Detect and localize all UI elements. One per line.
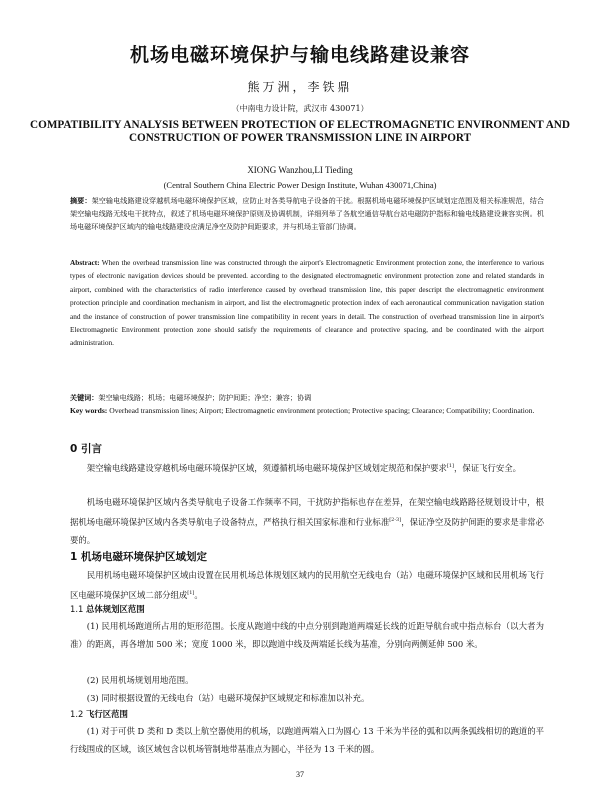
section-1-heading: 1 机场电磁环境保护区域划定 bbox=[70, 551, 207, 563]
section-0-p2-text: 机场电磁环境保护区域内各类导航电子设备工作频率不同，干扰防护指标也存在差异，在架空输电线路路径规划设计中，根据机场电磁环境保护区域内各类导航电子设备特点，严格执行相关国家标准和行业标准 bbox=[70, 497, 544, 527]
abstract-en-text: When the overhead transmission line was constructed through the airport's Electromagnetic Environment protection zone, the interference to various types of electronic navigation devices should be prevented. according to the designated electromagnetic environment protection zone and related standards in airport, combined with the characteristics of radio interference caused by overhead transmission line, this paper descript the electromagnetic environment protection principle and coordination mechanism in airport, and list the electromagnetic protection index of each aeronautical communication navigation station and the instance of construction of power transmission line compatibility in recent years in detail. The construction of overhead transmission line in airport's Electromagnetic Environment protection zone should satisfy the requirements of clearance and protective spacing, and be coordinated with the airport administration. bbox=[70, 258, 544, 348]
list-item-1-1-1: (1) 民用机场跑道所占用的矩形范围。长度从跑道中线的中点分别到跑道两端延长线的近距导航台或中指点标台（以大者为准）的距离，再各增加 500 米；宽度 1000 米，即以跑道中线及两端延长线为基准，分别向两侧延伸 500 米。 bbox=[70, 621, 544, 649]
abstract-cn bbox=[70, 194, 544, 233]
keywords-cn-label: 关键词： bbox=[70, 393, 99, 402]
citation-1: [1] bbox=[446, 463, 455, 469]
section-1-p1-text: 民用机场电磁环境保护区域由设置在民用机场总体规划区域内的民用航空无线电台（站）电磁环境保护区域和民用机场飞行区电磁环境保护区域二部分组成 bbox=[70, 570, 544, 600]
subsection-1-2-heading bbox=[70, 708, 128, 720]
subsection-1-2-number: 1.2 bbox=[70, 709, 84, 719]
abstract-en-label: Abstract: bbox=[70, 258, 100, 267]
section-0-p2-end: ，保证净空及防护间距的要求是非常必要的。 bbox=[70, 516, 545, 545]
citation-1b: [1] bbox=[187, 590, 195, 596]
page-number: 37 bbox=[296, 770, 304, 779]
section-1-p1-end: 。 bbox=[194, 589, 203, 600]
abstract-cn-text: 架空输电线路建设穿越机场电磁环境保护区域，应防止对各类导航电子设备的干扰。根据机场电磁环境保护区域划定范围及相关标准规范，结合架空输电线路无线电干扰特点，叙述了机场电磁环境保护原则及协调机制，详细列举了各航空通信导航台站电磁防护指标和输电线路建设兼容实例。机场电磁环境保护区域内的输电线路建设应满足净空及防护间距要求，并与机场主管部门协调。 bbox=[70, 196, 545, 231]
authors-en: XIONG Wanzhou,LI Tieding bbox=[247, 165, 353, 175]
section-0-p1-text: 架空输电线路建设穿越机场电磁环境保护区域，须遵循机场电磁环境保护区域划定规范和保护要求 bbox=[86, 462, 447, 473]
section-1-paragraph-1 bbox=[70, 566, 544, 604]
paper-title-en: COMPATIBILITY ANALYSIS BETWEEN PROTECTION OF ELECTROMAGNETIC ENVIRONMENT AND CONSTRUCTION OF POWER TRANSMISSION LINE IN AIRPORT bbox=[30, 119, 570, 144]
abstract-en bbox=[70, 256, 544, 350]
abstract-cn-label: 摘要： bbox=[70, 196, 92, 205]
paper-title-cn: 机场电磁环境保护与输电线路建设兼容 bbox=[129, 44, 470, 66]
section-0-p1-end: ，保证飞行安全。 bbox=[454, 462, 522, 473]
section-0-paragraph-1 bbox=[70, 457, 544, 477]
keywords-en bbox=[70, 404, 544, 417]
keywords-en-label: Key words: bbox=[70, 406, 108, 415]
keywords-cn bbox=[70, 391, 544, 404]
authors-cn: 熊万洲，李铁鼎 bbox=[247, 80, 353, 94]
list-item-1-1-2: (2) 民用机场规划用地范围。 bbox=[86, 675, 194, 685]
subsection-1-1-heading bbox=[70, 603, 145, 615]
affiliation-en: (Central Southern China Electric Power Design Institute, Wuhan 430071,China) bbox=[163, 180, 437, 190]
subsection-1-2-title: 飞行区范围 bbox=[86, 709, 128, 719]
section-0-paragraph-2 bbox=[70, 493, 544, 549]
section-0-heading: 0 引言 bbox=[70, 443, 102, 455]
list-item-1-2-1: (1) 对于可供 D 类和 D 类以上航空器使用的机场，以跑道两端入口为圆心 13 千米为半径的弧和以两条弧线相切的跑道的平行线围成的区域，该区域包含以机场管制地带基准点为圆心，半径为 13 千米的圆。 bbox=[70, 726, 544, 754]
affiliation-cn: （中南电力设计院，武汉市 430071） bbox=[231, 104, 369, 113]
keywords-en-text: Overhead transmission lines; Airport; Electromagnetic environment protection; Protective spacing; Clearance; Compatibility; Coordination. bbox=[109, 406, 535, 415]
keywords-cn-text: 架空输电线路；机场；电磁环境保护；防护间距；净空；兼容；协调 bbox=[98, 393, 312, 402]
list-item-1-1-3: (3) 同时根据设置的无线电台（站）电磁环境保护区域规定和标准加以补充。 bbox=[86, 693, 370, 703]
subsection-1-1-title: 总体规划区范围 bbox=[86, 604, 145, 614]
subsection-1-1-number: 1.1 bbox=[70, 604, 84, 614]
citation-2-3: [2-3] bbox=[389, 517, 402, 523]
